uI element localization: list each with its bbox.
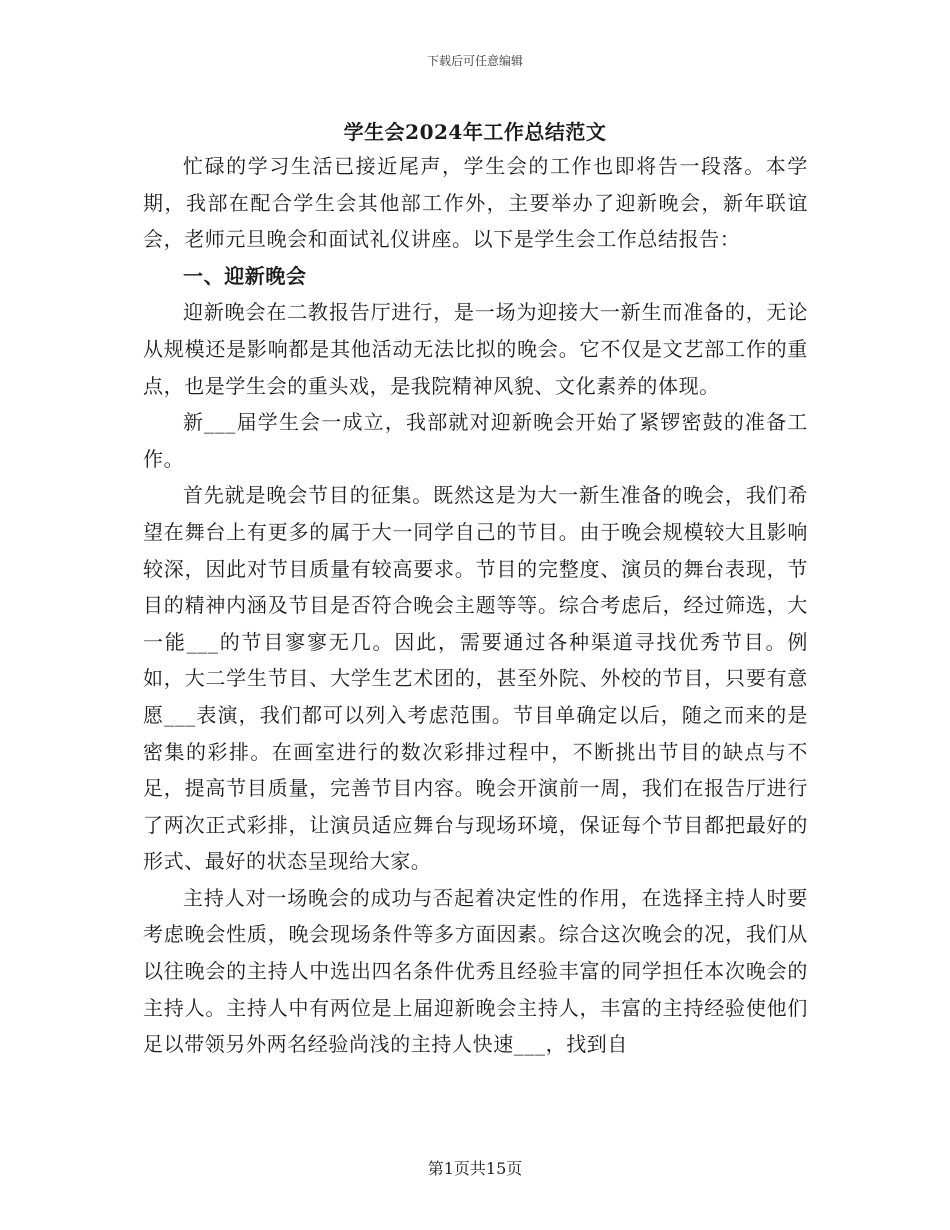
document-title: 学生会2024年工作总结范文 <box>343 120 607 144</box>
intro-paragraph: 忙碌的学习生活已接近尾声，学生会的工作也即将告一段落。本学期，我部在配合学生会其他部工作外，主要举办了迎新晚会，新年联谊会，老师元旦晚会和面试礼仪讲座。以下是学生会工作总结报告： <box>143 154 808 252</box>
body-paragraph: 迎新晚会在二教报告厅进行，是一场为迎接大一新生而准备的，无论从规模还是影响都是其他活动无法比拟的晚会。它不仅是文艺部工作的重点，也是学生会的重头戏，是我院精神风貌、文化素养的体现。 <box>143 300 808 398</box>
page-number-footer: 第1页共15页 <box>427 1159 523 1178</box>
body-paragraph: 首先就是晚会节目的征集。既然这是为大一新生准备的晚会，我们希望在舞台上有更多的属于大一同学自己的节目。由于晚会规模较大且影响较深，因此对节目质量有较高要求。节目的完整度、演员的舞台表现，节目的精神内涵及节目是否符合晚会主题等等。综合考虑后，经过筛选，大一能___的节目寥寥无几。因此，需要通过各种渠道寻找优秀节目。例如，大二学生节目、大学生艺术团的，甚至外院、外校的节目，只要有意愿___表演，我们都可以列入考虑范围。节目单确定以后，随之而来的是密集的彩排。在画室进行的数次彩排过程中，不断挑出节目的缺点与不足，提高节目质量，完善节目内容。晚会开演前一周，我们在报告厅进行了两次正式彩排，让演员适应舞台与现场环境，保证每个节目都把最好的形式、最好的状态呈现给大家。 <box>143 483 808 874</box>
body-paragraph: 主持人对一场晚会的成功与否起着决定性的作用，在选择主持人时要考虑晚会性质，晚会现场条件等多方面因素。综合这次晚会的况，我们从以往晚会的主持人中选出四名条件优秀且经验丰富的同学担任本次晚会的主持人。主持人中有两位是上届迎新晚会主持人，丰富的主持经验使他们足以带领另外两名经验尚浅的主持人快速___，找到自 <box>143 885 808 1057</box>
body-paragraph: 新___届学生会一成立，我部就对迎新晚会开始了紧锣密鼓的准备工作。 <box>143 410 808 471</box>
section-heading: 一、迎新晚会 <box>183 263 307 288</box>
document-body <box>143 148 808 1063</box>
page-header-note: 下载后可任意编辑 <box>426 54 523 68</box>
